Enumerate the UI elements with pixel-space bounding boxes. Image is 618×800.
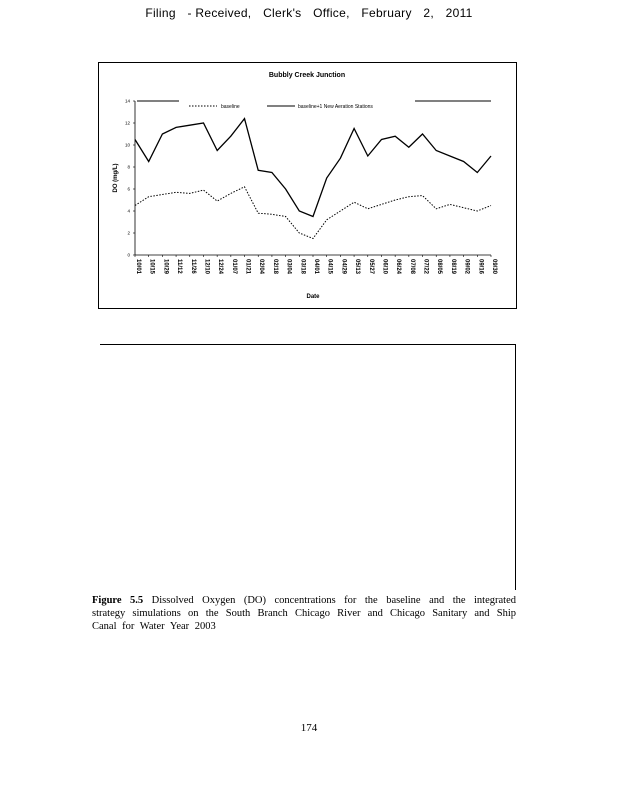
empty-figure-frame — [100, 344, 516, 590]
series-line-baseline — [135, 187, 491, 239]
caption-text: Dissolved Oxygen (DO) concentrations for the baseline and the integrated strategy simulations on the South Branch Chicago River and Chicago Sanitary and Ship Canal for Water Year 2003 — [92, 595, 516, 632]
y-axis-label: DO (mg/L) — [113, 163, 119, 193]
y-tick-label: 10 — [124, 142, 130, 148]
do-chart — [98, 62, 517, 309]
chart-series — [135, 119, 491, 239]
x-tick-label: 02/18 — [271, 259, 278, 275]
do-chart-svg — [99, 63, 518, 310]
x-tick-label: 04/29 — [340, 259, 347, 275]
legend-label-aeration: baseline+1 New Aeration Stations — [298, 104, 373, 110]
x-tick-label: 12/24 — [217, 259, 224, 275]
header-part: 2011 — [445, 6, 473, 20]
chart-legend — [137, 101, 491, 110]
x-tick-label: 03/18 — [299, 259, 306, 275]
y-tick-label: 12 — [124, 120, 130, 126]
figure-caption — [92, 594, 516, 633]
y-tick-label: 6 — [127, 186, 130, 192]
x-tick-label: 02/04 — [258, 259, 265, 275]
x-tick-label: 08/19 — [449, 259, 456, 275]
header-part: - Received, — [187, 6, 252, 20]
header-part: Filing — [145, 6, 176, 20]
header-part: 2, — [423, 6, 435, 20]
y-tick-label: 0 — [127, 252, 130, 258]
x-axis-label: Date — [306, 294, 320, 300]
x-tick-label: 09/16 — [477, 259, 484, 275]
x-tick-label: 10/29 — [162, 259, 169, 275]
x-tick-label: 09/02 — [463, 259, 470, 275]
x-tick-label: 07/22 — [422, 259, 429, 275]
header-part: Clerk's — [263, 6, 302, 20]
y-tick-label: 8 — [127, 164, 130, 170]
x-tick-label: 06/10 — [381, 259, 388, 275]
x-tick-label: 05/13 — [354, 259, 361, 275]
x-tick-label: 04/15 — [326, 259, 333, 275]
y-tick-label: 2 — [127, 230, 130, 236]
header-part: Office, — [313, 6, 350, 20]
header-part: February — [361, 6, 412, 20]
y-tick-label: 14 — [124, 98, 130, 104]
legend-label-baseline: baseline — [221, 104, 240, 110]
x-tick-label: 03/04 — [285, 259, 292, 275]
caption-label: Figure 5.5 — [92, 595, 144, 606]
x-tick-label: 10/01 — [135, 259, 141, 275]
x-tick-label: 12/10 — [203, 259, 210, 275]
x-tick-label: 01/07 — [230, 259, 237, 275]
filing-header — [0, 6, 618, 20]
x-tick-label: 01/21 — [244, 259, 251, 275]
frame-top-border — [100, 344, 516, 345]
x-tick-label: 04/01 — [313, 259, 319, 275]
chart-title: Bubbly Creek Junction — [268, 72, 346, 79]
x-tick-label: 06/24 — [395, 259, 402, 275]
x-tick-label: 08/05 — [436, 259, 443, 275]
x-tick-label: 07/08 — [408, 259, 415, 275]
page-number: 174 — [300, 722, 318, 734]
y-tick-label: 4 — [127, 208, 130, 214]
chart-axes — [125, 99, 497, 275]
x-tick-label: 09/30 — [491, 259, 497, 275]
x-tick-label: 10/15 — [148, 259, 155, 275]
x-tick-label: 05/27 — [367, 259, 374, 275]
x-tick-label: 11/12 — [176, 259, 183, 274]
frame-right-border — [515, 344, 516, 590]
x-tick-label: 11/26 — [189, 259, 196, 274]
series-line-aeration — [135, 119, 491, 217]
